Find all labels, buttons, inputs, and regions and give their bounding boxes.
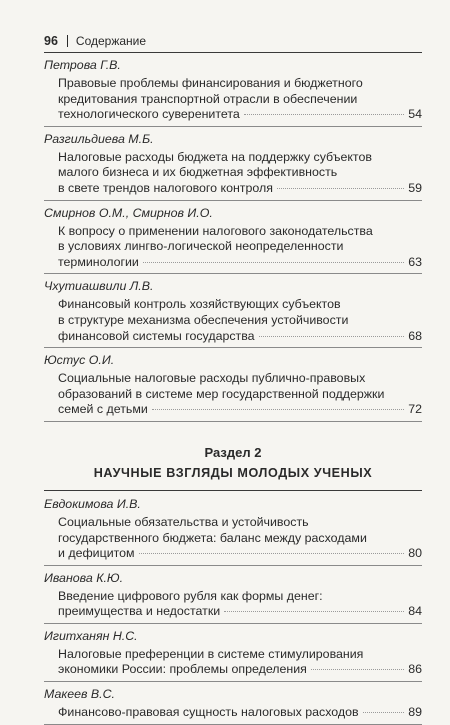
toc-entry[interactable]: [44, 297, 422, 348]
entry-page-number: 59: [408, 180, 422, 195]
toc-entry[interactable]: [44, 150, 422, 201]
entry-last-line: [58, 255, 422, 271]
entry-title-line: Налоговые преференции в системе стимулирования: [58, 646, 364, 661]
entry-author: Разгильдиева М.Б.: [44, 131, 154, 146]
toc-entry[interactable]: [44, 371, 422, 422]
entry-title-line: Финансово-правовая сущность налоговых расходов: [58, 705, 359, 720]
entry-author: Игитханян Н.С.: [44, 628, 138, 643]
dot-leader: [244, 114, 404, 115]
entry-title-line: в условиях лингво-логической неопределенности: [58, 239, 344, 254]
toc-entry[interactable]: [44, 589, 422, 624]
entry-author: Чхутиашвили Л.В.: [44, 279, 154, 294]
entry-page-number: 84: [408, 604, 422, 619]
entry-title-line: кредитования транспортной отрасли в обеспечении: [58, 91, 358, 106]
entry-page-number: 80: [408, 546, 422, 561]
entry-title-line: Правовые проблемы финансирования и бюджетного: [58, 76, 363, 90]
entry-page-number: 89: [408, 705, 422, 720]
entry-title-line: и дефицитом: [58, 546, 135, 561]
entry-author: Петрова Г.В.: [44, 58, 121, 72]
entry-title-line: преимущества и недостатки: [58, 604, 221, 619]
entry-author: Макеев В.С.: [44, 687, 115, 702]
header-separator: [67, 35, 68, 47]
entry-page-number: 68: [408, 328, 422, 343]
toc-entry[interactable]: [44, 224, 422, 275]
entry-author: Евдокимова И.В.: [44, 496, 141, 511]
entry-page-number: 72: [408, 402, 422, 417]
entry-title-line: технологического суверенитета: [58, 107, 240, 122]
entry-title-line: Финансовый контроль хозяйствующих субъектов: [58, 297, 341, 312]
entry-title-line: терминологии: [58, 254, 139, 269]
entry-title-line: государственного бюджета: баланс между расходами: [58, 530, 367, 545]
entry-title-line: образований в системе мер государственной поддержки: [58, 386, 385, 401]
entry-title-line: малого бизнеса и их бюджетная эффективность: [58, 165, 338, 180]
entry-title-line: Социальные налоговые расходы публично-правовых: [58, 371, 366, 386]
entry-title-line: Социальные обязательства и устойчивость: [58, 514, 309, 529]
entry-title-line: в свете трендов налогового контроля: [58, 180, 273, 195]
entry-title-line: семей с детьми: [58, 402, 148, 417]
section-title: НАУЧНЫЕ ВЗГЛЯДЫ МОЛОДЫХ УЧЕНЫХ: [93, 465, 373, 480]
toc-entry[interactable]: [44, 705, 422, 725]
entry-author: Смирнов О.М., Смирнов И.О.: [44, 205, 213, 220]
toc-entry[interactable]: [44, 647, 422, 682]
entry-title-line: Налоговые расходы бюджета на поддержку субъектов: [58, 149, 372, 164]
toc-entries-section-1: [44, 53, 422, 422]
running-header: [44, 34, 422, 48]
entry-title-line: Введение цифрового рубля как формы денег:: [58, 588, 323, 603]
toc-entries-section-2: [44, 491, 422, 725]
entry-page-number: 63: [408, 254, 422, 269]
dot-leader: [143, 262, 404, 263]
dot-leader: [363, 712, 404, 713]
page-number: 96: [44, 34, 58, 48]
dot-leader: [277, 188, 404, 189]
entry-page-number: 86: [408, 662, 422, 677]
entry-last-line: [58, 329, 422, 345]
dot-leader: [152, 409, 404, 410]
dot-leader: [311, 669, 404, 670]
section-heading: [44, 444, 422, 491]
header-title: Содержание: [75, 34, 147, 48]
entry-last-line: [58, 604, 422, 620]
dot-leader: [224, 611, 404, 612]
entry-last-line: [58, 181, 422, 197]
entry-title-line: в структуре механизма обеспечения устойчивости: [58, 312, 349, 327]
entry-title-line: финансовой системы государства: [58, 328, 255, 343]
entry-last-line: [58, 546, 422, 562]
entry-page-number: 54: [408, 107, 422, 122]
entry-last-line: [58, 705, 422, 721]
entry-last-line: [58, 662, 422, 678]
entry-author: Иванова К.Ю.: [44, 570, 124, 585]
dot-leader: [259, 336, 404, 337]
entry-last-line: [58, 402, 422, 418]
entry-title-line: К вопросу о применении налогового законодательства: [58, 223, 373, 238]
dot-leader: [139, 553, 404, 554]
section-label: Раздел 2: [204, 444, 262, 460]
entry-last-line: [58, 107, 422, 123]
entry-title-line: экономики России: проблемы определения: [58, 662, 307, 677]
entry-author: Юстус О.И.: [44, 353, 115, 368]
toc-entry[interactable]: [44, 76, 422, 127]
toc-entry[interactable]: [44, 515, 422, 566]
